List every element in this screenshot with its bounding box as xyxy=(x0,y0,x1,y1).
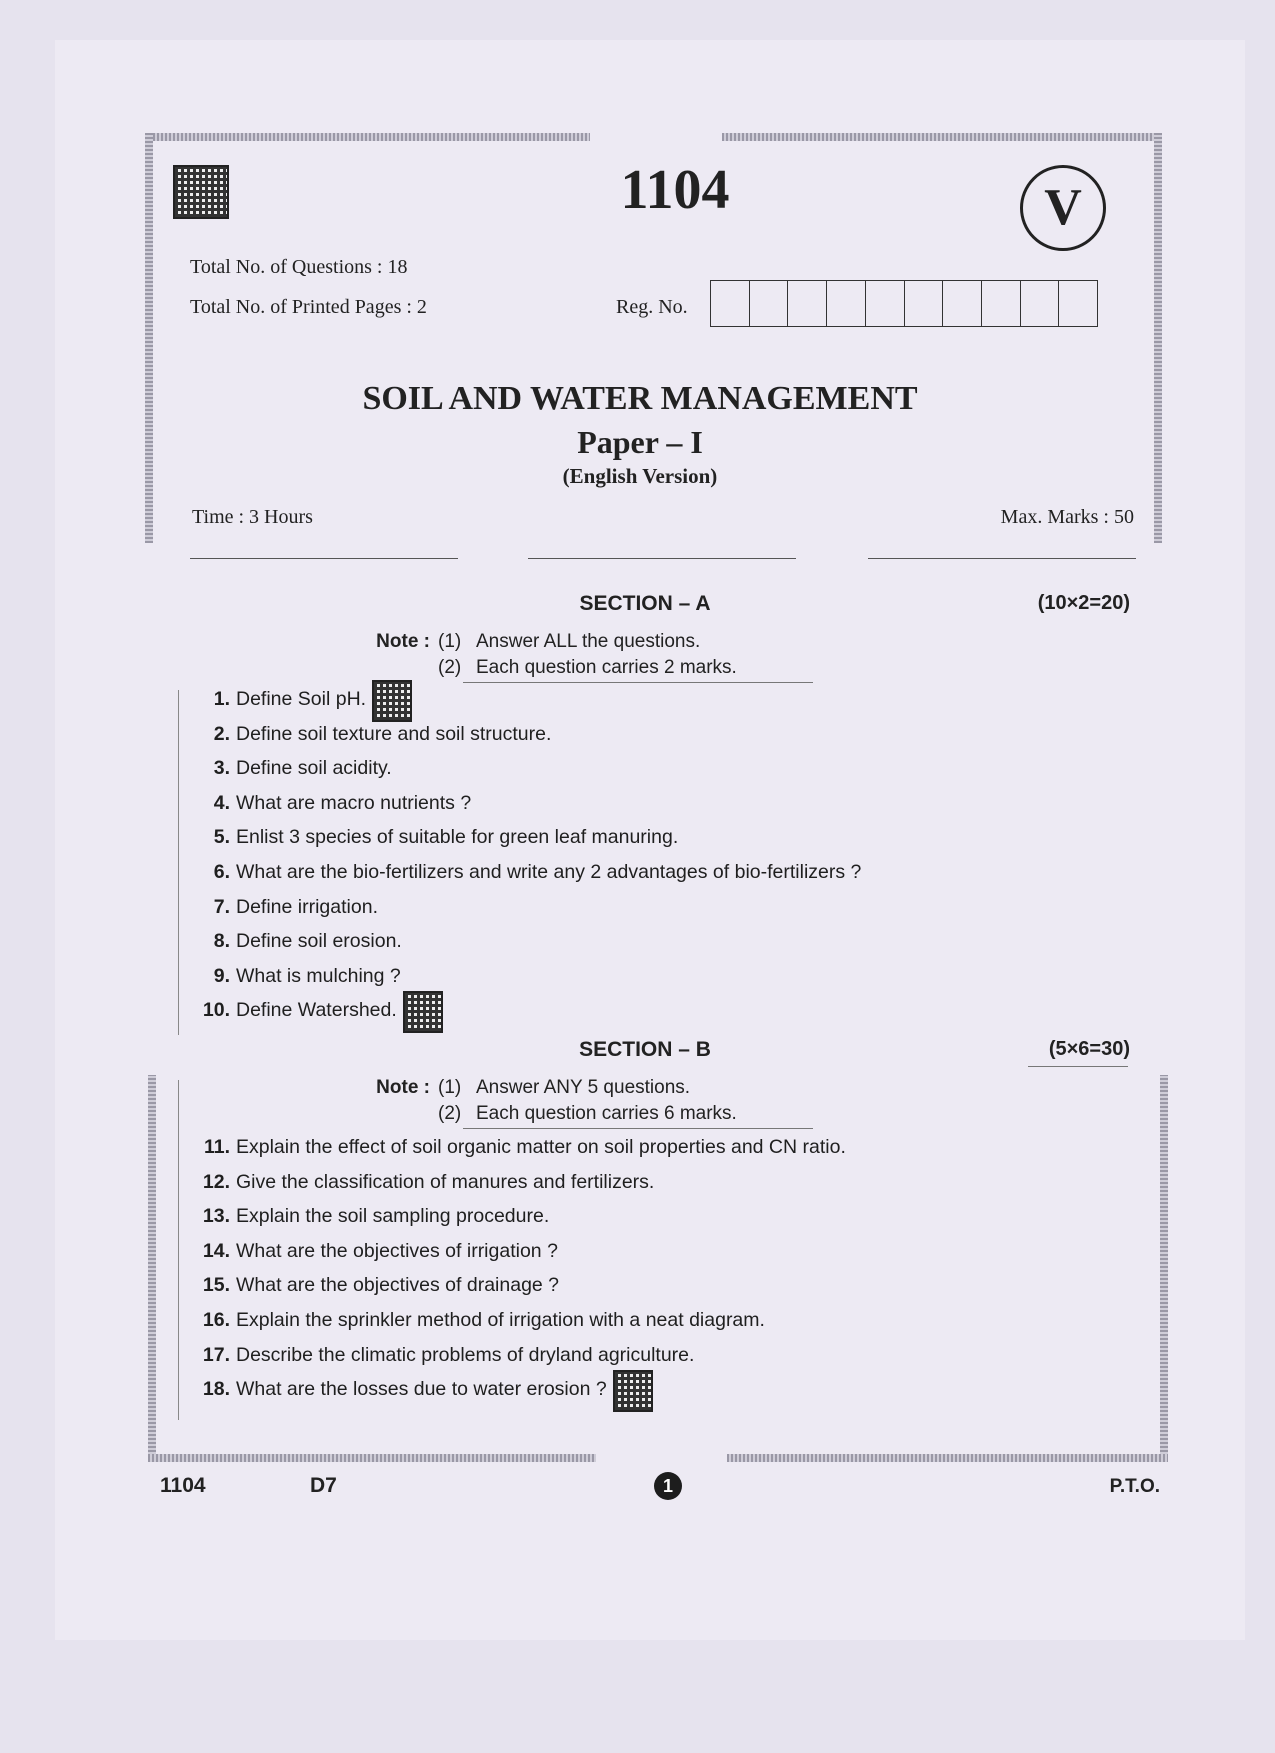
right-border-bottom xyxy=(1160,1075,1168,1460)
question-text: Define soil acidity. xyxy=(236,757,392,780)
note-label: Note : xyxy=(376,1077,430,1098)
total-pages: Total No. of Printed Pages : 2 xyxy=(190,296,427,318)
note-number: (1) xyxy=(438,1077,462,1098)
question-number: 12. xyxy=(202,1170,230,1193)
question-text: Define Watershed. xyxy=(236,999,397,1022)
question-number: 18. xyxy=(202,1378,230,1401)
question-text: Explain the sprinkler method of irrigation with a neat diagram. xyxy=(236,1308,765,1331)
reg-no-cell[interactable] xyxy=(711,281,750,326)
question-item xyxy=(196,896,1156,931)
question-item xyxy=(196,826,1156,861)
top-border-left xyxy=(145,133,590,141)
divider-right xyxy=(868,558,1136,559)
question-item xyxy=(196,861,1156,896)
reg-no-cell[interactable] xyxy=(788,281,827,326)
question-item xyxy=(196,723,1156,758)
question-number: 13. xyxy=(202,1205,230,1228)
question-text: Define irrigation. xyxy=(236,895,378,918)
section-a-marks: (10×2=20) xyxy=(1037,592,1130,614)
exam-time: Time : 3 Hours xyxy=(192,506,313,528)
question-text: What are macro nutrients ? xyxy=(236,791,472,814)
question-number: 16. xyxy=(202,1308,230,1331)
section-a-note xyxy=(340,631,737,683)
question-item xyxy=(196,688,1156,723)
reg-no-cell[interactable] xyxy=(750,281,789,326)
note-text: Each question carries 2 marks. xyxy=(476,657,737,678)
question-number: 10. xyxy=(202,999,230,1022)
right-border-top xyxy=(1154,133,1162,543)
question-text: What is mulching ? xyxy=(236,964,401,987)
section-a-heading: SECTION – A xyxy=(579,592,711,615)
note-number: (1) xyxy=(438,631,462,652)
question-text: Give the classification of manures and fertilizers. xyxy=(236,1170,655,1193)
question-number: 9. xyxy=(213,964,230,987)
subject-title: SOIL AND WATER MANAGEMENT xyxy=(362,380,918,417)
section-b-heading: SECTION – B xyxy=(579,1038,711,1061)
qr-code-icon xyxy=(403,991,443,1033)
question-item xyxy=(196,1240,1156,1275)
question-text: Explain the soil sampling procedure. xyxy=(236,1205,550,1228)
qr-code-icon xyxy=(613,1370,653,1412)
question-text: Define soil texture and soil structure. xyxy=(236,722,552,745)
question-text: What are the bio-fertilizers and write any 2 advantages of bio-fertilizers ? xyxy=(236,860,862,883)
question-number: 14. xyxy=(202,1239,230,1262)
question-text: What are the objectives of drainage ? xyxy=(236,1274,560,1297)
paper-code: 1104 xyxy=(620,159,730,221)
left-border-bottom xyxy=(148,1075,156,1460)
reg-no-boxes[interactable] xyxy=(710,280,1098,327)
question-number: 4. xyxy=(213,791,230,814)
pto-label: P.T.O. xyxy=(1109,1476,1160,1497)
qr-code-icon xyxy=(372,680,412,722)
question-text: What are the objectives of irrigation ? xyxy=(236,1239,558,1262)
question-item xyxy=(196,757,1156,792)
note-text: Each question carries 6 marks. xyxy=(476,1103,737,1124)
question-number: 1. xyxy=(213,688,230,710)
question-item xyxy=(196,1205,1156,1240)
top-border-right xyxy=(722,133,1162,141)
question-number: 7. xyxy=(213,895,230,918)
footer-series: D7 xyxy=(310,1474,337,1497)
reg-no-label: Reg. No. xyxy=(616,296,688,318)
note-text: Answer ALL the questions. xyxy=(476,631,701,652)
version-badge: V xyxy=(1020,165,1106,251)
section-a-question-list xyxy=(196,688,1156,1034)
reg-no-cell[interactable] xyxy=(866,281,905,326)
question-item xyxy=(196,1171,1156,1206)
margin-line xyxy=(178,690,179,1035)
question-item xyxy=(196,1309,1156,1344)
max-marks: Max. Marks : 50 xyxy=(1000,506,1134,528)
bottom-border-right xyxy=(727,1454,1168,1462)
section-b-marks: (5×6=30) xyxy=(1048,1038,1130,1060)
question-item xyxy=(196,1274,1156,1309)
question-item xyxy=(196,1378,1156,1413)
reg-no-cell[interactable] xyxy=(1059,281,1097,326)
note-label: Note : xyxy=(376,631,430,652)
margin-line xyxy=(178,1080,179,1420)
reg-no-cell[interactable] xyxy=(827,281,866,326)
total-questions: Total No. of Questions : 18 xyxy=(190,256,408,278)
question-number: 11. xyxy=(203,1136,230,1158)
question-item xyxy=(196,965,1156,1000)
marks-underline xyxy=(1028,1066,1128,1067)
divider-center xyxy=(528,558,796,559)
question-item xyxy=(196,999,1156,1034)
version-title: (English Version) xyxy=(562,464,718,488)
note-text: Answer ANY 5 questions. xyxy=(476,1077,691,1098)
divider-left xyxy=(190,558,458,559)
bottom-border-left xyxy=(148,1454,596,1462)
question-number: 6. xyxy=(213,860,230,883)
reg-no-cell[interactable] xyxy=(982,281,1021,326)
question-number: 17. xyxy=(202,1343,230,1366)
question-text: Enlist 3 species of suitable for green leaf manuring. xyxy=(236,826,679,849)
reg-no-cell[interactable] xyxy=(943,281,982,326)
question-number: 15. xyxy=(202,1274,230,1297)
question-number: 8. xyxy=(213,930,230,953)
question-number: 5. xyxy=(213,826,230,849)
question-number: 2. xyxy=(213,722,230,745)
question-text: Explain the effect of soil organic matter on soil properties and CN ratio. xyxy=(236,1136,846,1158)
section-b-note xyxy=(340,1077,737,1129)
reg-no-cell[interactable] xyxy=(1021,281,1060,326)
question-text: Define soil erosion. xyxy=(236,930,402,953)
left-border-top xyxy=(145,133,153,543)
question-text: Describe the climatic problems of dryland agriculture. xyxy=(236,1343,695,1366)
page-number-badge: 1 xyxy=(654,1472,682,1500)
question-text: What are the losses due to water erosion ? xyxy=(236,1378,607,1401)
question-item xyxy=(196,1136,1156,1171)
paper-title: Paper – I xyxy=(577,424,703,460)
question-text: Define Soil pH. xyxy=(236,688,367,710)
note-number: (2) xyxy=(438,1103,462,1124)
question-item xyxy=(196,1344,1156,1379)
note-underline xyxy=(463,1128,813,1129)
reg-no-cell[interactable] xyxy=(905,281,944,326)
note-underline xyxy=(463,682,813,683)
question-item xyxy=(196,792,1156,827)
note-number: (2) xyxy=(438,657,462,678)
footer-code: 1104 xyxy=(160,1474,206,1497)
question-item xyxy=(196,930,1156,965)
section-b-question-list xyxy=(196,1136,1156,1413)
barcode-icon xyxy=(173,165,229,219)
question-number: 3. xyxy=(213,757,230,780)
